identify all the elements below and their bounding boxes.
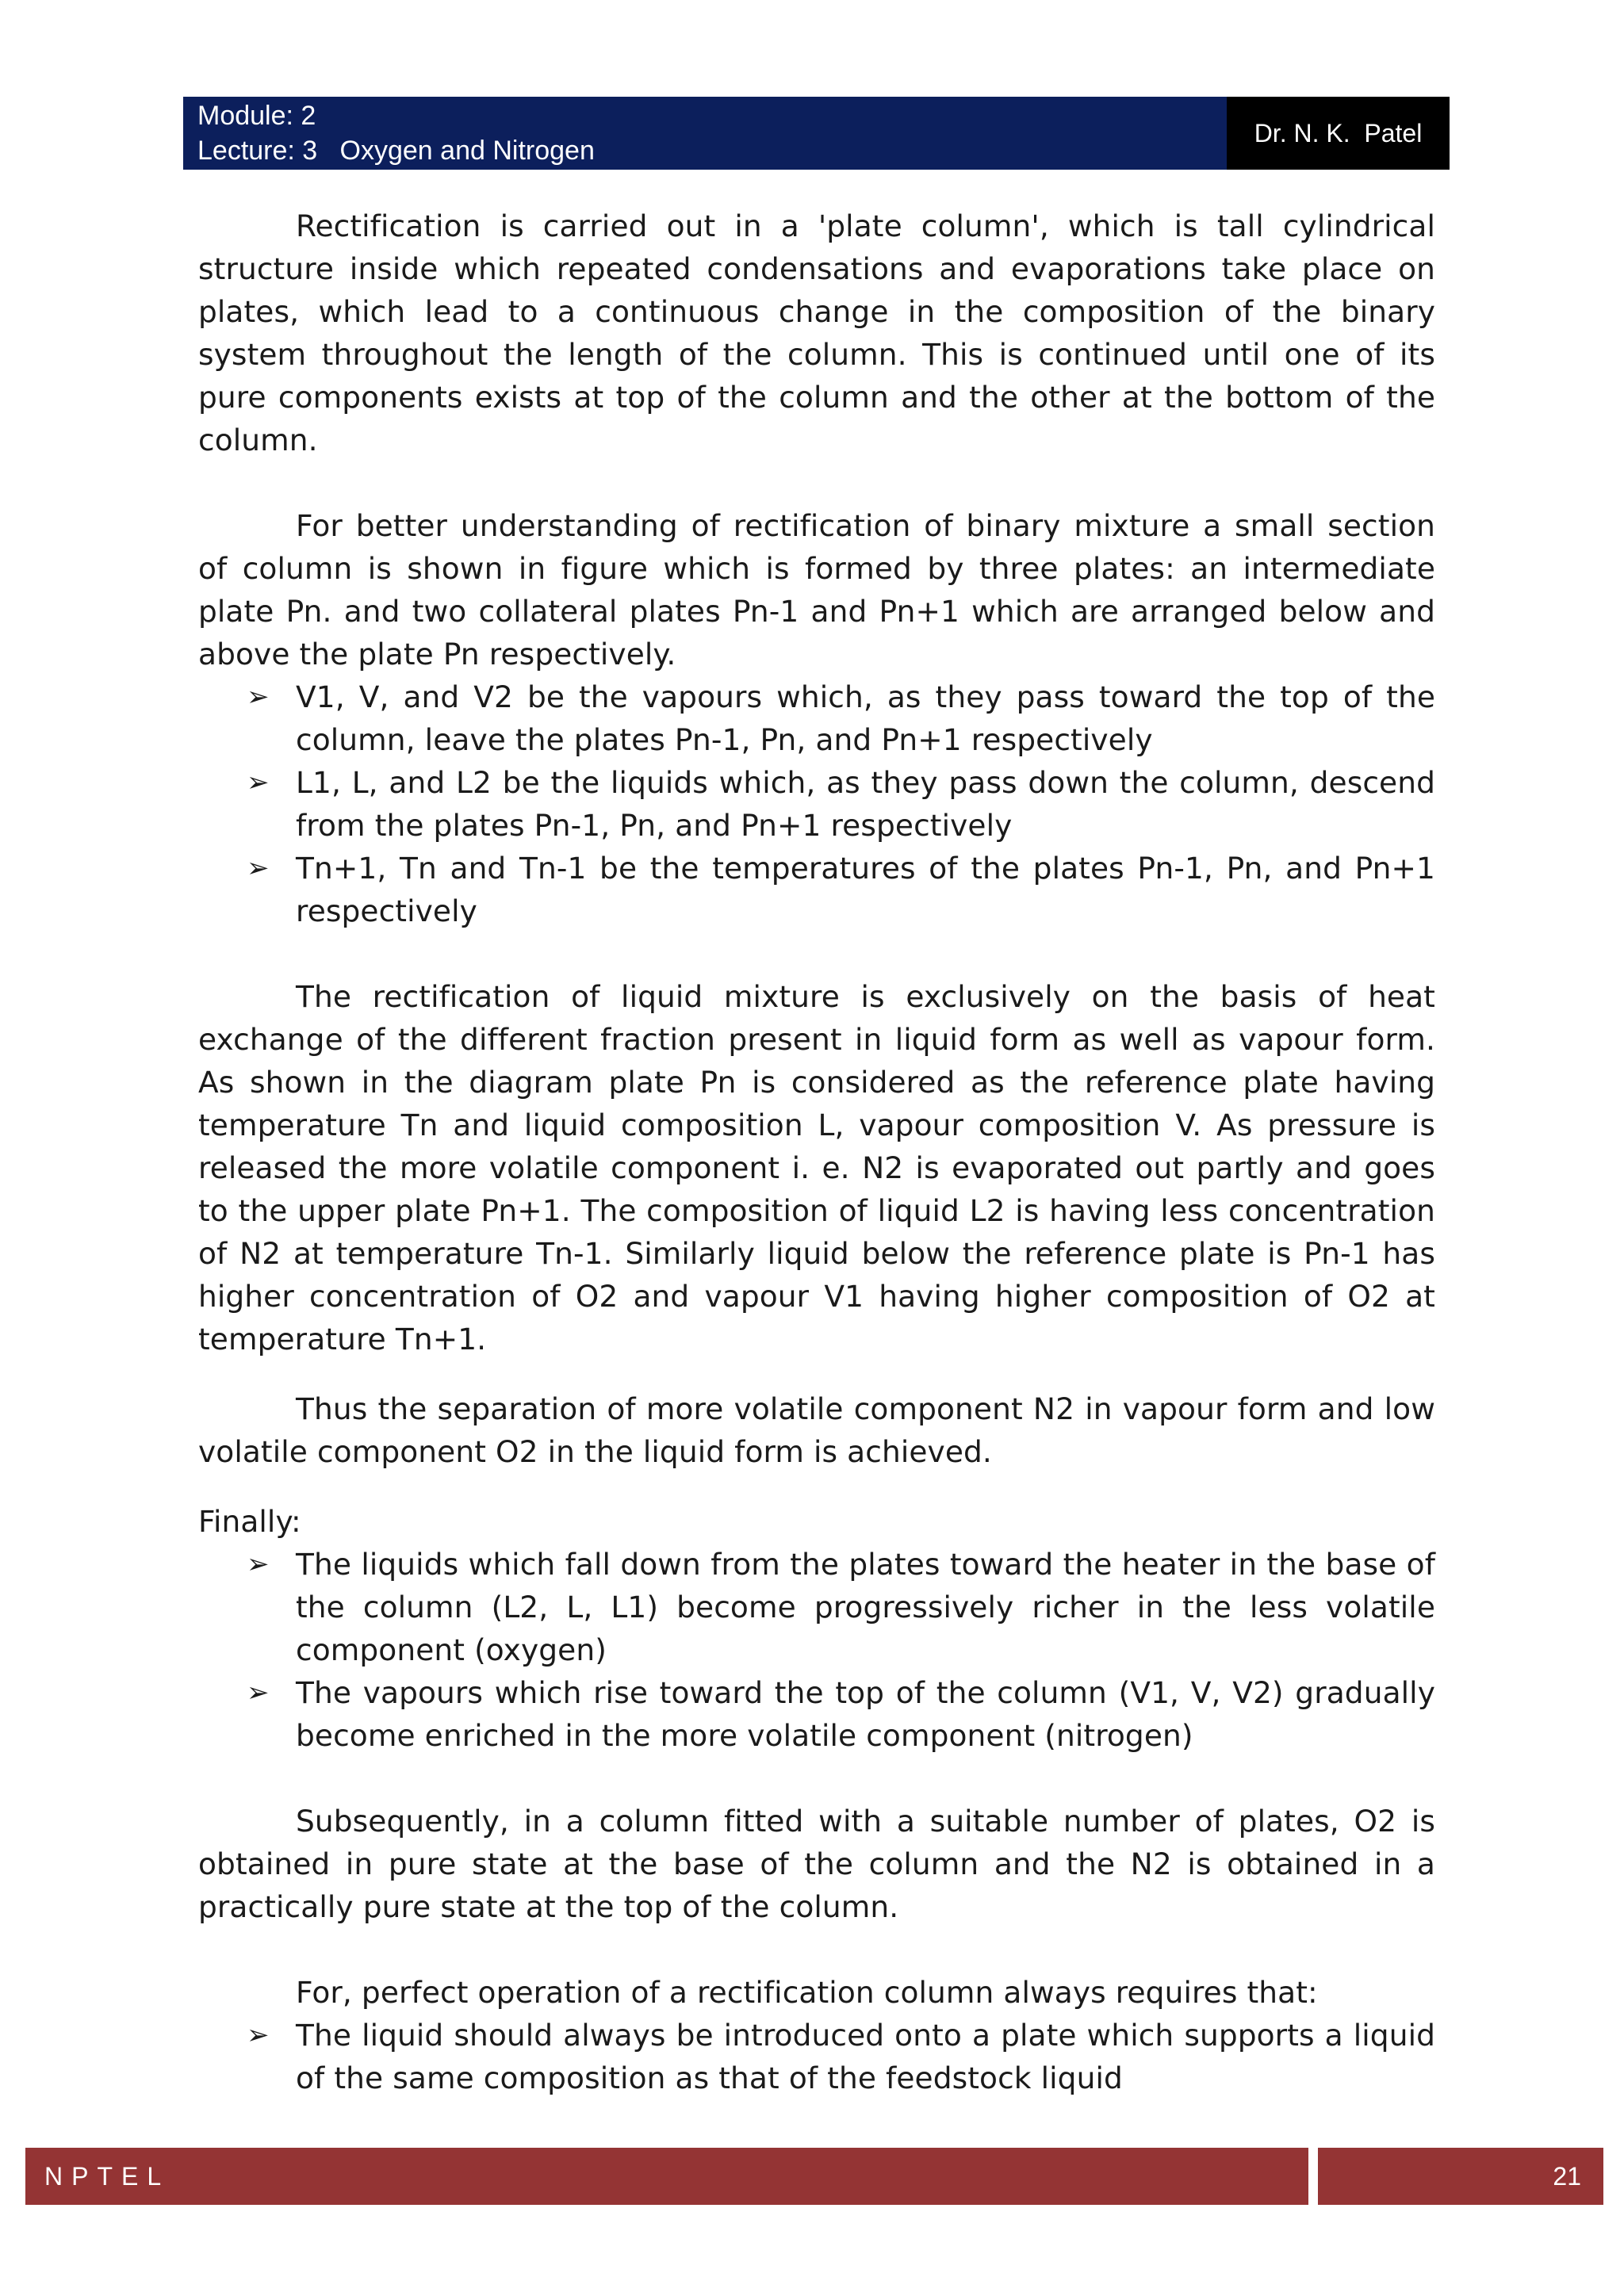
list-item: ➢ The vapours which rise toward the top of the column (V1, V, V2) gradually become enriched in the more volatile component (nitrogen) — [296, 1671, 1435, 1757]
bullet-list-1 — [198, 675, 1435, 932]
paragraph-3: The rectification of liquid mixture is exclusively on the basis of heat exchange of the different fraction present in liquid form as well as vapour form. As shown in the diagram plate Pn is considered as the reference plate having temperature Tn and liquid composition L, vapour composition V. As pressure is released the more volatile component i. e. N2 is evaporated out partly and goes to the upper plate Pn+1. The composition of liquid L2 is having less concentration of N2 at temperature Tn-1. Similarly liquid below the reference plate is Pn-1 has higher concentration of O2 and vapour V1 having higher composition of O2 at temperature Tn+1. — [198, 979, 1435, 1357]
bullet-list-3 — [198, 2014, 1435, 2099]
arrow-bullet-icon: ➢ — [247, 2019, 270, 2051]
list-item: ➢ Tn+1, Tn and Tn-1 be the temperatures of the plates Pn-1, Pn, and Pn+1 respectively — [296, 847, 1435, 932]
author-label: Dr. N. K. Patel — [1227, 97, 1450, 170]
paragraph-4: Thus the separation of more volatile component N2 in vapour form and low volatile component O2 in the liquid form is achieved. — [198, 1391, 1435, 1469]
list-item: ➢ L1, L, and L2 be the liquids which, as they pass down the column, descend from the plates Pn-1, Pn, and Pn+1 respectively — [296, 761, 1435, 847]
list-item: ➢ The liquids which fall down from the plates toward the heater in the base of the column (L2, L, L1) become progressively richer in the less volatile component (oxygen) — [296, 1543, 1435, 1671]
paragraph-2: For better understanding of rectification of binary mixture a small section of column is shown in figure which is formed by three plates: an intermediate plate Pn. and two collateral plates Pn-1 and Pn+1 which are arranged below and above the plate Pn respectively. — [198, 508, 1435, 672]
paragraph-1: Rectification is carried out in a 'plate column', which is tall cylindrical structure inside which repeated condensations and evaporations take place on plates, which lead to a continuous change in the composition of the binary system throughout the length of the column. This is continued until one of its pure components exists at top of the column and the other at the bottom of the column. — [198, 209, 1435, 457]
paragraph-6: Subsequently, in a column fitted with a suitable number of plates, O2 is obtained in pure state at the base of the column and the N2 is obtained in a practically pure state at the top of the column. — [198, 1804, 1435, 1924]
arrow-bullet-icon: ➢ — [247, 681, 270, 713]
paragraph-7: For, perfect operation of a rectification column always requires that: — [296, 1975, 1318, 2010]
page-footer — [25, 2148, 1603, 2205]
page-content — [198, 205, 1435, 2099]
bullet-list-2 — [198, 1543, 1435, 1757]
list-item: ➢ The liquid should always be introduced onto a plate which supports a liquid of the same composition as that of the feedstock liquid — [296, 2014, 1435, 2099]
footer-org-label: NPTEL — [25, 2148, 1308, 2205]
page-header — [183, 97, 1450, 170]
module-label: Module: 2 — [197, 101, 316, 131]
page-number: 21 — [1318, 2148, 1603, 2205]
lecture-label: Lecture: 3 Oxygen and Nitrogen — [197, 136, 595, 166]
arrow-bullet-icon: ➢ — [247, 852, 270, 884]
arrow-bullet-icon: ➢ — [247, 767, 270, 798]
header-module-box — [183, 97, 1227, 170]
paragraph-5: Finally: — [198, 1504, 301, 1539]
arrow-bullet-icon: ➢ — [247, 1548, 270, 1580]
arrow-bullet-icon: ➢ — [247, 1677, 270, 1709]
list-item: ➢ V1, V, and V2 be the vapours which, as they pass toward the top of the column, leave the plates Pn-1, Pn, and Pn+1 respectively — [296, 675, 1435, 761]
